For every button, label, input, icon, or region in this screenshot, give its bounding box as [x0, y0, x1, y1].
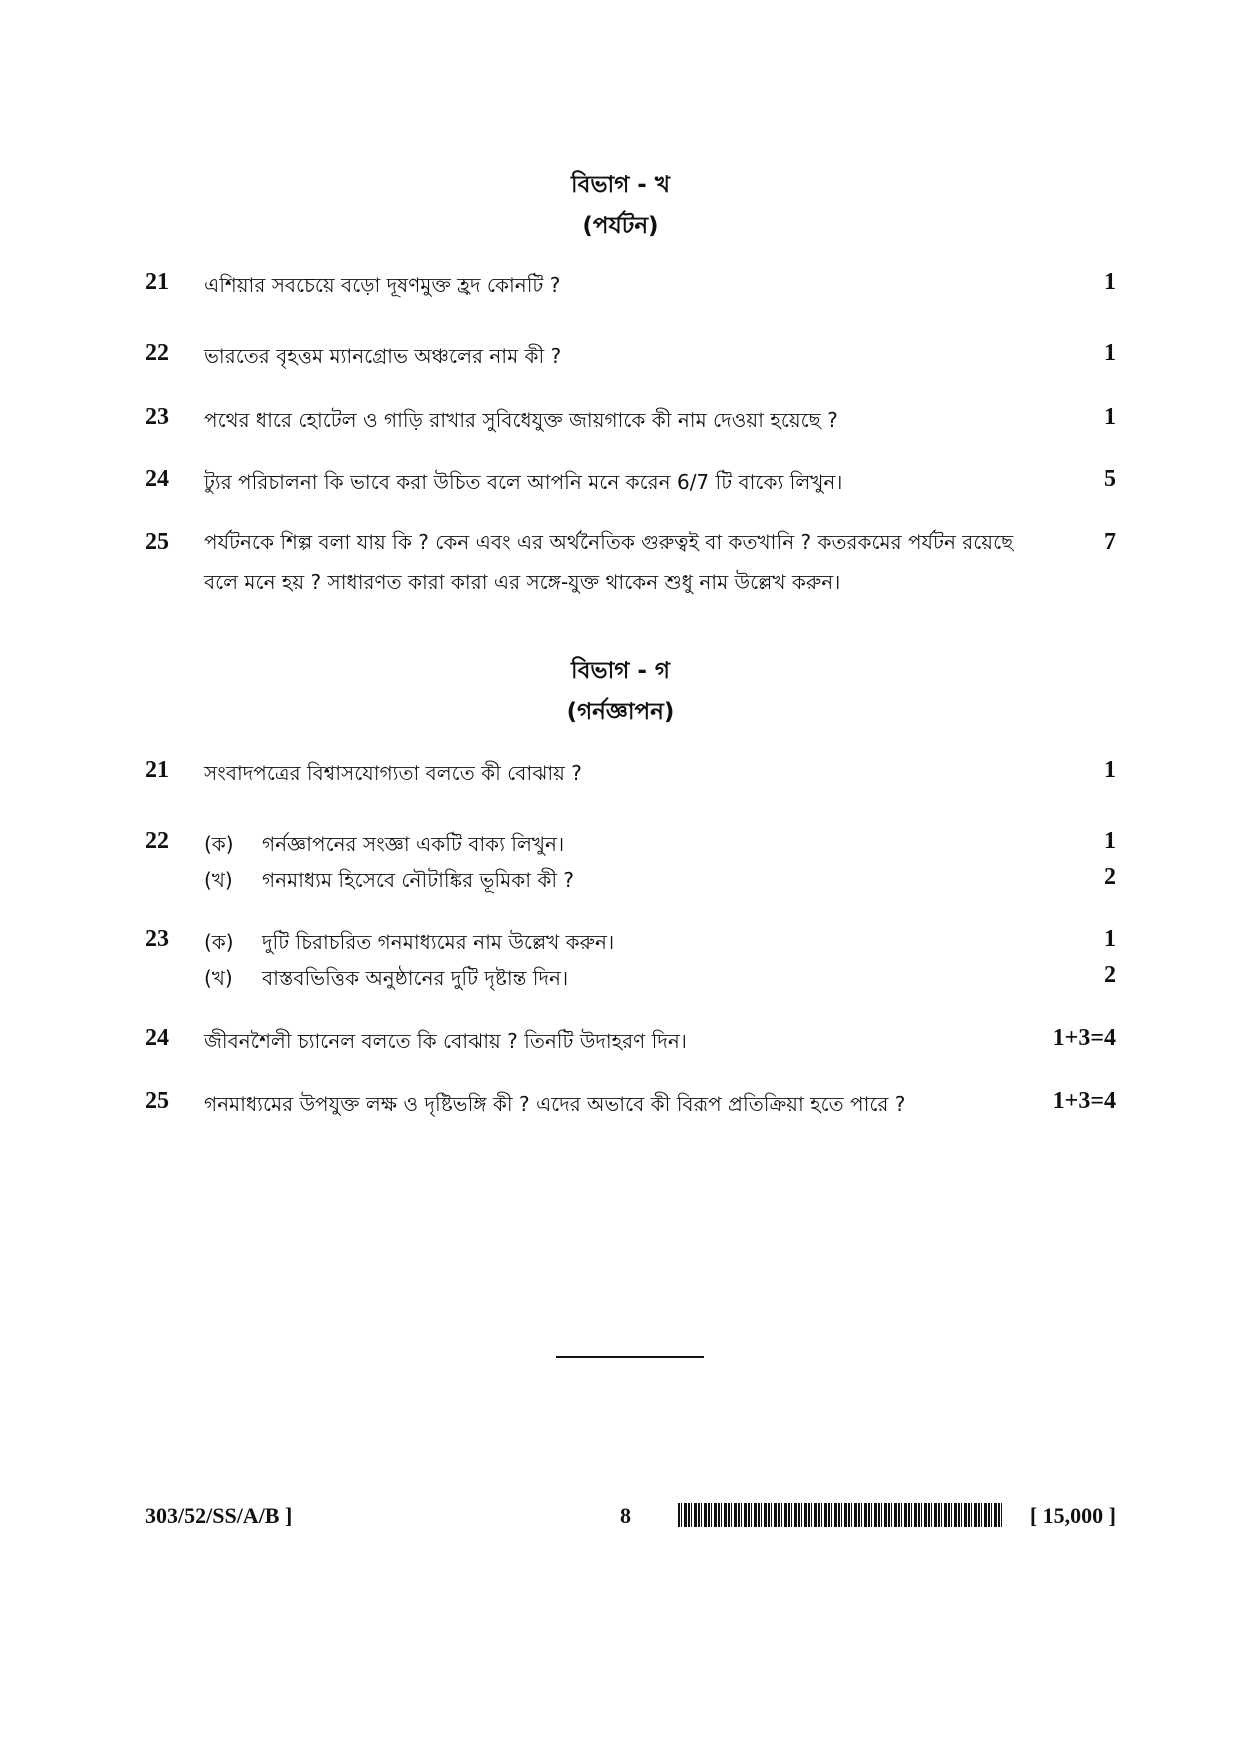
- question-marks: 1: [1104, 828, 1116, 854]
- question-text: এশিয়ার সবচেয়ে বড়ো দূষণমুক্ত হ্রদ কোনটি ?: [204, 273, 561, 297]
- section-ga-title: বিভাগ - গ: [571, 658, 670, 684]
- section-kha-subtitle: (পর্যটন): [582, 213, 659, 239]
- question-marks: 5: [1104, 466, 1116, 492]
- question-number: 24: [145, 1025, 169, 1051]
- question-number: 22: [145, 340, 169, 366]
- question-number: 21: [145, 757, 169, 783]
- question-text: গনমাধ্যমের উপযুক্ত লক্ষ ও দৃষ্টিভঙ্গি কী ? এদের অভাবে কী বিরূপ প্রতিক্রিয়া হতে পারে ?: [204, 1092, 906, 1116]
- question-number: 22: [145, 828, 169, 854]
- end-rule: [556, 1356, 704, 1358]
- section-kha-title: বিভাগ - খ: [571, 172, 670, 198]
- sub-question-label: (খ): [204, 966, 233, 990]
- sub-question-text: বাস্তবভিত্তিক অনুষ্ঠানের দুটি দৃষ্টান্ত দিন।: [262, 966, 569, 990]
- paper-code: 303/52/SS/A/B ]: [145, 1503, 293, 1528]
- question-number: 23: [145, 926, 169, 952]
- question-marks: 1: [1104, 269, 1116, 295]
- sub-question-label: (ক): [204, 930, 234, 954]
- question-text: ট্যুর পরিচালনা কি ভাবে করা উচিত বলে আপনি মনে করেন 6/7 টি বাক্যে লিখুন।: [204, 470, 843, 494]
- question-marks: 1+3=4: [1052, 1088, 1116, 1114]
- sub-question-label: (খ): [204, 868, 233, 892]
- sub-question-label: (ক): [204, 832, 234, 856]
- section-ga-subtitle: (গর্নজ্ঞাপন): [566, 699, 675, 725]
- question-marks: 7: [1104, 529, 1116, 555]
- question-text: পর্যটনকে শিল্প বলা যায় কি ? কেন এবং এর অর্থনৈতিক গুরুত্বই বা কতখানি ? কতরকমের পর্যটন রয়েছে বলে মনে হয় ? সাধারণত কারা কারা এর সঙ্গে-যুক্ত থাকেন শুধু নাম উল্লেখ করুন।: [204, 530, 1014, 594]
- question-text: সংবাদপত্রের বিশ্বাসযোগ্যতা বলতে কী বোঝায় ?: [204, 761, 582, 785]
- question-marks: 1: [1104, 757, 1116, 783]
- question-marks: 1+3=4: [1052, 1025, 1116, 1051]
- question-number: 21: [145, 269, 169, 295]
- question-marks: 2: [1104, 864, 1116, 890]
- question-marks: 1: [1104, 404, 1116, 430]
- question-text: পথের ধারে হোটেল ও গাড়ি রাখার সুবিধেযুক্ত জায়গাকে কী নাম দেওয়া হয়েছে ?: [204, 408, 838, 432]
- sub-question-text: গর্নজ্ঞাপনের সংজ্ঞা একটি বাক্য লিখুন।: [262, 832, 565, 856]
- question-number: 23: [145, 404, 169, 430]
- question-marks: 1: [1104, 340, 1116, 366]
- page-number: 8: [620, 1503, 631, 1528]
- question-number: 24: [145, 466, 169, 492]
- question-marks: 1: [1104, 926, 1116, 952]
- question-number: 25: [145, 1088, 169, 1114]
- barcode: [678, 1503, 1004, 1527]
- sub-question-text: দুটি চিরাচরিত গনমাধ্যমের নাম উল্লেখ করুন।: [262, 930, 615, 954]
- question-number: 25: [145, 529, 169, 555]
- question-marks: 2: [1104, 962, 1116, 988]
- question-text: জীবনশৈলী চ্যানেল বলতে কি বোঝায় ? তিনটি উদাহরণ দিন।: [204, 1029, 687, 1053]
- sub-question-text: গনমাধ্যম হিসেবে নৌটাঙ্কির ভূমিকা কী ?: [262, 868, 575, 892]
- copies-count: [ 15,000 ]: [1029, 1503, 1116, 1528]
- question-text: ভারতের বৃহত্তম ম্যানগ্রোভ অঞ্চলের নাম কী ?: [204, 344, 562, 368]
